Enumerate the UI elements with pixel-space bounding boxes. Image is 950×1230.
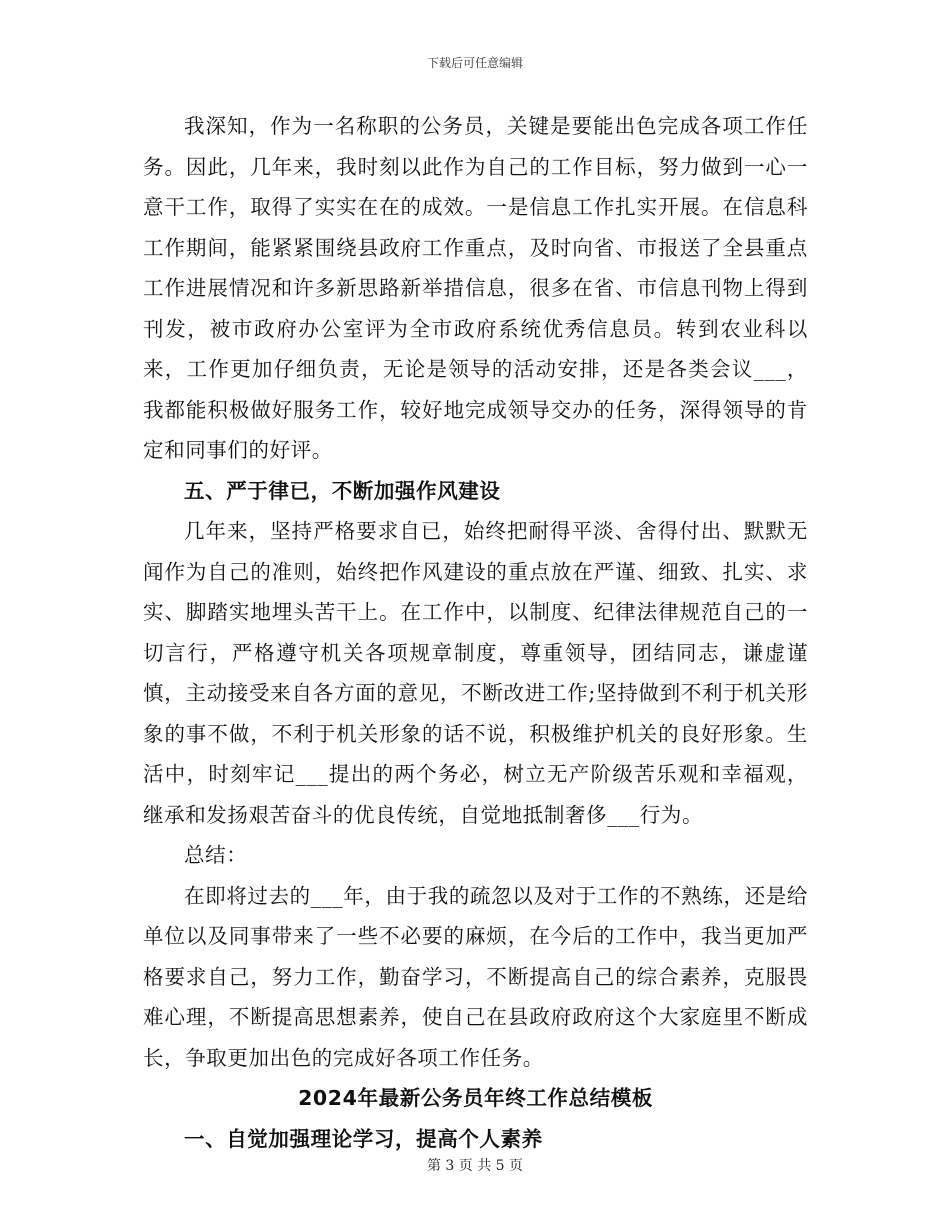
- page-indicator: 第 3 页 共 5 页: [426, 1158, 524, 1174]
- paragraph-summary: 在即将过去的___年，由于我的疏忽以及对于工作的不熟练，还是给单位以及同事带来了一些不必要的麻烦，在今后的工作中，我当更加严格要求自己，努力工作，勤奋学习，不断提高自己的综合素养，克服畏难心理，不断提高思想素养，使自己在县政府政府这个大家庭里不断成长，争取更加出色的完成好各项工作任务。: [143, 883, 808, 1070]
- summary-label: 总结：: [184, 843, 248, 867]
- header-note: 下载后可任意编辑: [426, 56, 523, 70]
- paragraph-work-achievements: 我深知，作为一名称职的公务员，关键是要能出色完成各项工作任务。因此，几年来，我时刻以此作为自己的工作目标，努力做到一心一意干工作，取得了实实在在的成效。一是信息工作扎实开展。在信息科工作期间，能紧紧围绕县政府工作重点，及时向省、市报送了全县重点工作进展情况和许多新思路新举措信息，很多在省、市信息刊物上得到刊发，被市政府办公室评为全市政府系统优秀信息员。转到农业科以来，工作更加仔细负责，无论是领导的活动安排，还是各类会议___，我都能积极做好服务工作，较好地完成领导交办的任务，深得领导的肯定和同事们的好评。: [143, 114, 808, 462]
- document-title: 2024年最新公务员年终工作总结模板: [298, 1086, 653, 1110]
- section-heading-1: 一、自觉加强理论学习，提高个人素养: [184, 1126, 543, 1151]
- paragraph-work-style: 几年来，坚持严格要求自已，始终把耐得平淡、舍得付出、默默无闻作为自己的准则，始终把作风建设的重点放在严谨、细致、扎实、求实、脚踏实地埋头苦干上。在工作中，以制度、纪律法律规范自己的一切言行，严格遵守机关各项规章制度，尊重领导，团结同志，谦虚谨慎，主动接受来自各方面的意见，不断改进工作;坚持做到不利于机关形象的事不做，不利于机关形象的话不说，积极维护机关的良好形象。生活中，时刻牢记___提出的两个务必，树立无产阶级苦乐观和幸福观，继承和发扬艰苦奋斗的优良传统，自觉地抵制奢侈___行为。: [143, 519, 808, 827]
- document-body: [143, 106, 808, 1159]
- section-heading-5: 五、严于律已，不断加强作风建设: [184, 478, 501, 503]
